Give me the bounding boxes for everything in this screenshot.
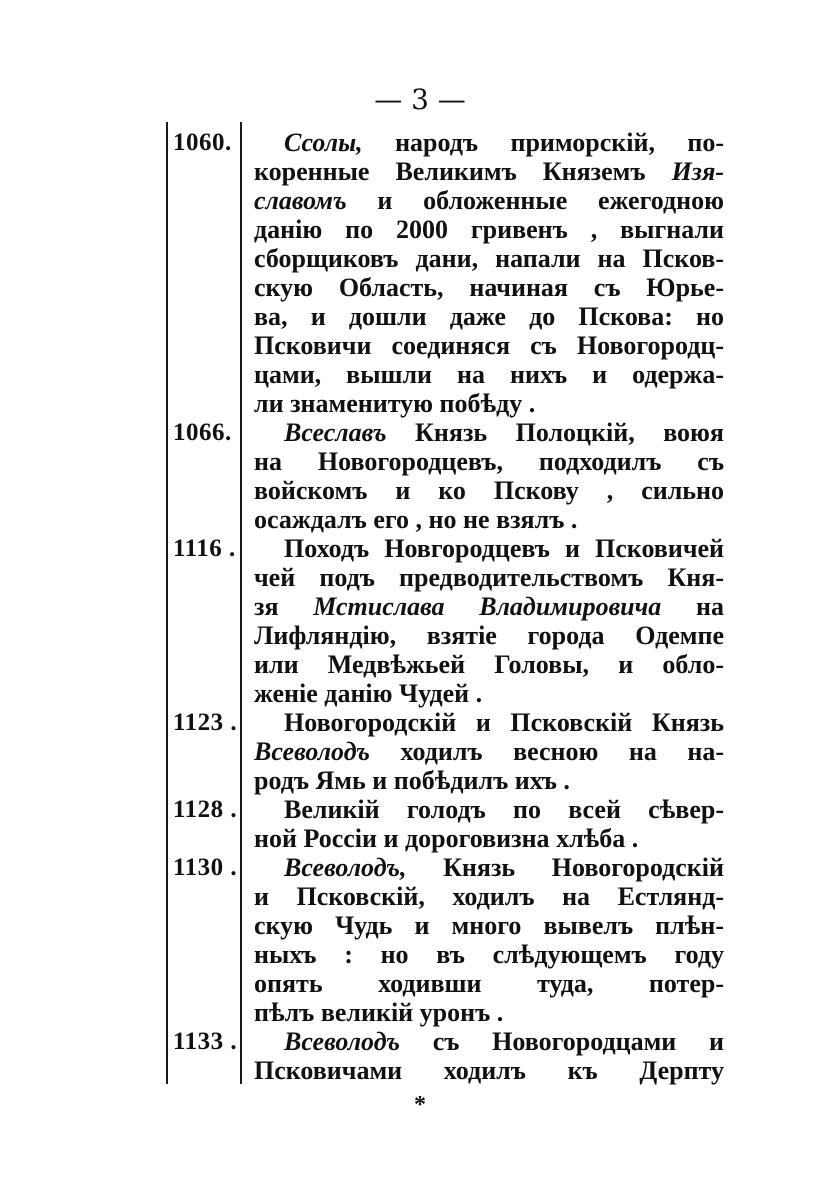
entry-line: родъ Ямь и побѣдилъ ихъ . [254, 766, 570, 795]
entry-line: ныхъ : но въ слѣдующемъ году [254, 940, 724, 969]
chronicle-entry [0, 795, 840, 853]
chronicle-entry [0, 534, 840, 708]
entry-line: осаждалъ его , но не взялъ . [254, 505, 578, 534]
entry-line: Походъ Новгородцевъ и Псковичей [284, 534, 724, 563]
entry-line: Всеславъ Князь Полоцкій, воюя [284, 418, 724, 447]
chronicle-entry [0, 418, 840, 534]
entry-line: Псковичами ходилъ къ Дерпту [254, 1056, 724, 1085]
entry-line: Всеволодъ, Князь Новогородскій [284, 853, 724, 882]
entry-line: славомъ и обложенные ежегодною [254, 186, 724, 215]
entry-year: 1116 . [173, 535, 236, 562]
entry-line: чей подъ предводительствомъ Кня- [254, 563, 724, 592]
entry-line: Лифляндію, взятіе города Одемпе [254, 621, 724, 650]
entry-line: ва, и дошли даже до Пскова: но [254, 302, 724, 331]
entry-line: ли знаменитую побѣду . [254, 389, 536, 418]
entry-line: Великій голодъ по всей сѣвер- [284, 795, 724, 824]
chronicle-entry [0, 708, 840, 795]
entry-line: пѣлъ великій уронъ . [254, 998, 504, 1027]
entry-year: 1060. [173, 129, 232, 156]
chronicle-entry [0, 128, 840, 418]
entry-year: 1066. [173, 419, 232, 446]
entry-line: ной Россіи и дороговизна хлѣба . [254, 824, 639, 853]
entry-line: женіе данію Чудей . [254, 679, 483, 708]
entry-line: войскомъ и ко Пскову , сильно [254, 476, 724, 505]
page-number: — 3 — [374, 83, 466, 116]
entry-line: Ссолы, народъ приморскій, по- [284, 128, 724, 157]
entry-line: опять ходивши туда, потер- [254, 969, 724, 998]
entry-line: Новогородскій и Псковскій Князь [284, 708, 724, 737]
entry-line: или Медвѣжьей Головы, и обло- [254, 650, 724, 679]
entry-line: Всеволодъ съ Новогородцами и [284, 1027, 724, 1056]
entry-line: зя Мстислава Владимировича на [254, 592, 724, 621]
entry-year: 1133 . [173, 1028, 238, 1055]
entry-line: скую Чудь и много вывелъ плѣн- [254, 911, 724, 940]
entry-line: сборщиковъ дани, напали на Псков- [254, 244, 724, 273]
catchword-asterisk: * [414, 1092, 426, 1118]
entry-line: и Псковскій, ходилъ на Естлянд- [254, 882, 724, 911]
entry-line: Всеволодъ ходилъ весною на на- [254, 737, 724, 766]
entry-year: 1128 . [173, 796, 238, 823]
chronicle-entry [0, 1027, 840, 1085]
entry-line: цами, вышли на нихъ и одержа- [254, 360, 724, 389]
chronicle-entries [0, 128, 840, 1085]
entry-line: на Новогородцевъ, подходилъ съ [254, 447, 724, 476]
entry-line: данію по 2000 гривенъ , выгнали [254, 215, 724, 244]
chronicle-entry [0, 853, 840, 1027]
entry-line: Псковичи соединяся съ Новогородц- [254, 331, 724, 360]
entry-year: 1123 . [173, 709, 238, 736]
entry-line: коренные Великимъ Княземъ Изя- [254, 157, 724, 186]
entry-year: 1130 . [173, 854, 238, 881]
entry-line: скую Область, начиная съ Юрье- [254, 273, 724, 302]
